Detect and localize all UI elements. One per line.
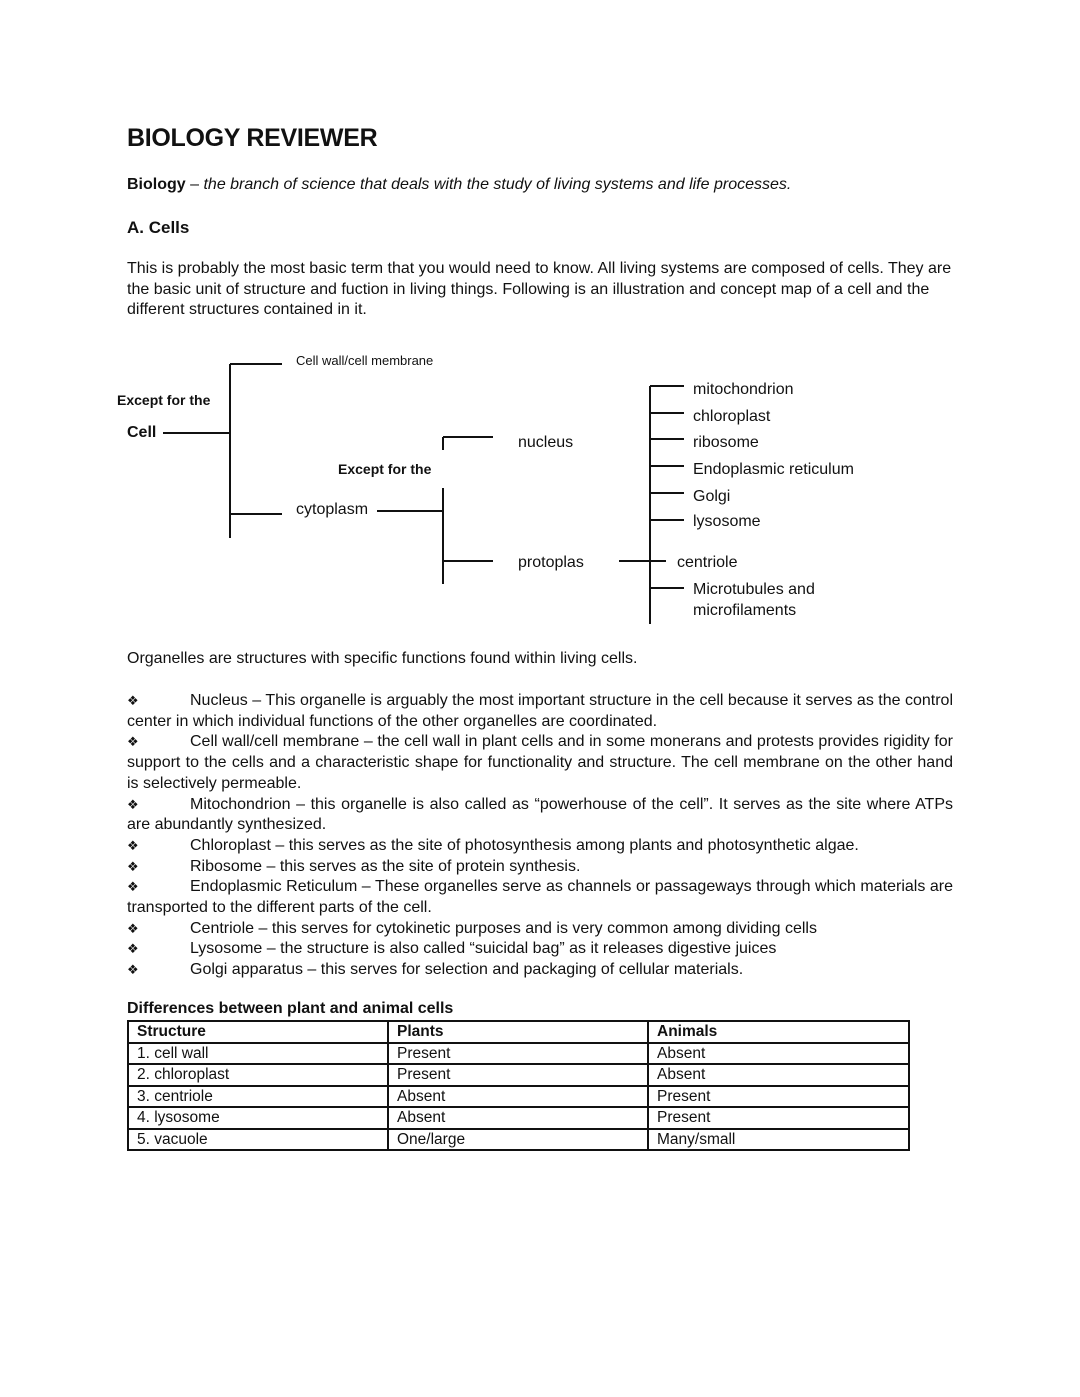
label-microtubules-2: microfilaments	[693, 602, 797, 619]
bullet-text: Centriole – this serves for cytokinetic purposes and is very common among dividing cells	[190, 919, 817, 937]
diamond-bullet-icon: ❖	[127, 837, 139, 853]
table-cell: Present	[388, 1043, 648, 1065]
cell-concept-map	[0, 340, 1080, 640]
table-cell: Many/small	[648, 1129, 909, 1151]
diamond-bullet-icon: ❖	[127, 693, 139, 708]
table-cell: Present	[648, 1086, 909, 1108]
table-cell: 3. centriole	[128, 1086, 388, 1108]
bullet-text: Cell wall/cell membrane – the cell wall in plant cells and in some monerans and protests provides rigidity for support to the cells and a characteristic shape for functionality and structure. The cell membrane on the other hand is selectively permeable.	[127, 733, 953, 792]
list-item	[127, 939, 953, 960]
list-item	[127, 691, 953, 732]
diamond-bullet-icon: ❖	[127, 796, 139, 812]
diamond-bullet-icon: ❖	[127, 879, 139, 895]
table-cell: Absent	[388, 1086, 648, 1108]
table-cell: 5. vacuole	[128, 1129, 388, 1151]
label-nucleus: nucleus	[518, 434, 574, 451]
table-title: Differences between plant and animal cells	[127, 1000, 454, 1017]
biology-definition	[127, 176, 791, 194]
label-cell-wall: Cell wall/cell membrane	[296, 353, 434, 368]
label-except-mid: Except for the	[338, 461, 432, 477]
table-row	[128, 1129, 909, 1151]
definition-text: the branch of science that deals with the study of living systems and life processes.	[203, 176, 792, 193]
bullet-text: Nucleus – This organelle is arguably the most important structure in the cell because it serves as the control center in which individual functions of the other organelles are coordinated.	[127, 692, 953, 730]
label-microtubules-1: Microtubules and	[693, 581, 815, 598]
table-row	[128, 1086, 909, 1108]
label-cytoplasm: cytoplasm	[296, 501, 369, 518]
label-centriole: centriole	[677, 554, 738, 571]
list-item	[127, 877, 953, 918]
intro-paragraph: This is probably the most basic term that you would need to know. All living systems are composed of cells. They are the basic unit of structure and fuction in living things. Following is an illustration and concept map of a cell and the different structures contained in it.	[127, 260, 952, 318]
diamond-bullet-icon: ❖	[127, 858, 139, 874]
concept-map-lines	[0, 340, 1080, 640]
label-cell: Cell	[127, 424, 157, 441]
bullet-text: Mitochondrion – this organelle is also called as “powerhouse of the cell”. It serves as the site where ATPs are abundantly synthesized.	[127, 795, 953, 834]
list-item	[127, 919, 953, 940]
table-row	[128, 1064, 909, 1086]
label-mitochondrion: mitochondrion	[693, 381, 794, 398]
table-cell: Absent	[648, 1043, 909, 1065]
diamond-bullet-icon: ❖	[127, 920, 139, 936]
bullet-text: Chloroplast – this serves as the site of photosynthesis among plants and photosynthetic algae.	[190, 836, 859, 854]
bullet-text: Lysosome – the structure is also called “suicidal bag” as it releases digestive juices	[190, 940, 777, 958]
definition-dash: –	[185, 176, 204, 193]
table-cell: Present	[388, 1064, 648, 1086]
label-chloroplast: chloroplast	[693, 408, 771, 425]
section-heading-cells: A. Cells	[127, 218, 190, 237]
table-row	[128, 1107, 909, 1129]
list-item	[127, 857, 953, 878]
bullet-text: Golgi apparatus – this serves for selection and packaging of cellular materials.	[190, 961, 744, 979]
page-title: BIOLOGY REVIEWER	[127, 124, 378, 152]
organelles-intro: Organelles are structures with specific functions found within living cells.	[127, 650, 638, 667]
plant-animal-table	[127, 1020, 910, 1151]
list-item	[127, 960, 953, 981]
diamond-bullet-icon: ❖	[127, 734, 139, 750]
label-protoplas: protoplas	[518, 554, 584, 571]
header-plants: Plants	[388, 1021, 648, 1043]
table-header-row	[128, 1021, 909, 1043]
header-structure: Structure	[128, 1021, 388, 1043]
table-cell: 2. chloroplast	[128, 1064, 388, 1086]
table-cell: 4. lysosome	[128, 1107, 388, 1129]
table-cell: Present	[648, 1107, 909, 1129]
definition-term: Biology	[127, 176, 186, 193]
organelle-bullet-list	[127, 691, 953, 981]
label-ribosome: ribosome	[693, 434, 759, 451]
diamond-bullet-icon: ❖	[127, 962, 139, 978]
label-endoplasmic-reticulum: Endoplasmic reticulum	[693, 461, 854, 478]
list-item	[127, 836, 953, 857]
label-lysosome: lysosome	[693, 513, 761, 530]
table-cell: One/large	[388, 1129, 648, 1151]
table-cell: Absent	[648, 1064, 909, 1086]
bullet-text: Ribosome – this serves as the site of protein synthesis.	[190, 857, 581, 875]
table-row	[128, 1043, 909, 1065]
diamond-bullet-icon: ❖	[127, 941, 139, 957]
table-cell: Absent	[388, 1107, 648, 1129]
bullet-text: Endoplasmic Reticulum – These organelles serve as channels or passageways through which materials are transported to the different parts of the cell.	[127, 878, 953, 917]
list-item	[127, 795, 953, 836]
header-animals: Animals	[648, 1021, 909, 1043]
table-cell: 1. cell wall	[128, 1043, 388, 1065]
label-except-left: Except for the	[117, 392, 211, 408]
list-item	[127, 732, 953, 794]
label-golgi: Golgi	[693, 488, 731, 505]
